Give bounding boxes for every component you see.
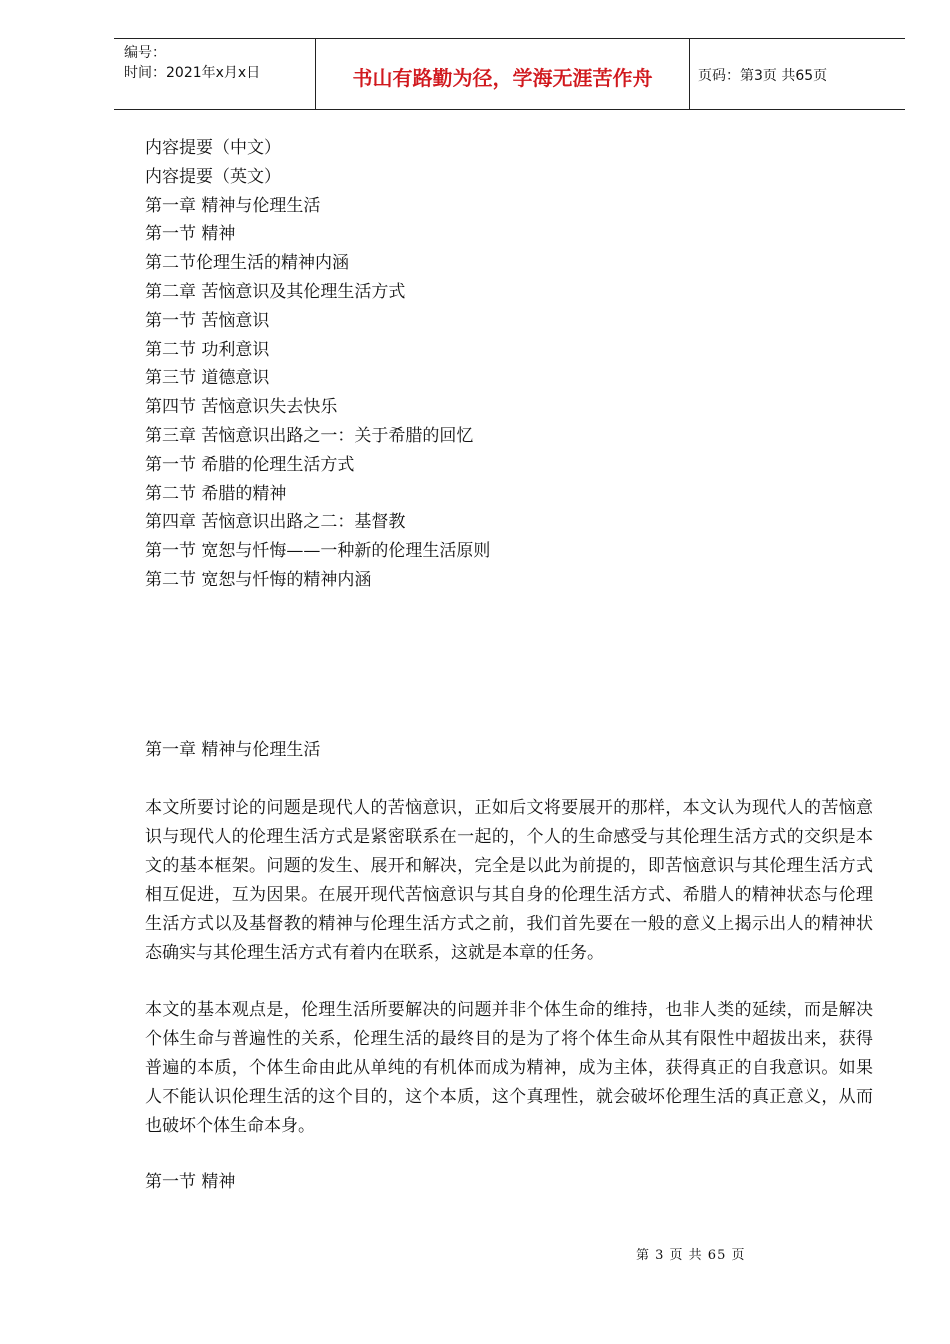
toc-item: 第三章 苦恼意识出路之一：关于希腊的回忆 xyxy=(145,425,474,446)
toc-item: 第二节伦理生活的精神内涵 xyxy=(145,253,349,274)
page-header xyxy=(114,38,905,110)
toc-item: 第二节 希腊的精神 xyxy=(145,483,287,504)
page-footer: 第 3 页 共 65 页 xyxy=(636,1248,746,1263)
toc-item: 第二节 功利意识 xyxy=(145,339,270,360)
toc-item: 第一节 希腊的伦理生活方式 xyxy=(145,454,355,475)
toc-item: 第二章 苦恼意识及其伦理生活方式 xyxy=(145,281,406,302)
motto-text: 书山有路勤为径，学海无涯苦作舟 xyxy=(352,65,653,90)
date-label: 时间：2021年x月x日 xyxy=(124,65,261,81)
toc-item: 第一节 宽恕与忏悔——一种新的伦理生活原则 xyxy=(145,541,491,562)
body-paragraph: 本文的基本观点是，伦理生活所要解决的问题并非个体生命的维持，也非人类的延续，而是解决个体生命与普遍性的关系，伦理生活的最终目的是为了将个体生命从其有限性中超拔出来，获得普遍的本质，个体生命由此从单纯的有机体而成为精神，成为主体，获得真正的自我意识。如果人不能认识伦理生活的这个目的，这个本质，这个真理性，就会破坏伦理生活的真正意义，从而也破坏个体生命本身。 xyxy=(145,1000,873,1136)
toc-item: 第四章 苦恼意识出路之二：基督教 xyxy=(145,512,406,533)
table-of-contents xyxy=(145,134,490,595)
chapter-heading: 第一章 精神与伦理生活 xyxy=(145,740,321,760)
header-motto-cell xyxy=(316,39,690,109)
toc-item: 第四节 苦恼意识失去快乐 xyxy=(145,397,338,418)
number-label: 编号： xyxy=(124,45,166,61)
header-meta-cell xyxy=(114,39,316,109)
toc-item: 内容提要（中文） xyxy=(145,138,281,158)
toc-item: 第三节 道德意识 xyxy=(145,368,270,389)
toc-item: 第一节 苦恼意识 xyxy=(145,310,270,331)
toc-item: 第一节 精神 xyxy=(145,224,236,245)
page-info: 页码：第3页 共65页 xyxy=(698,68,828,84)
toc-item: 内容提要（英文） xyxy=(145,166,281,187)
body-paragraph: 本文所要讨论的问题是现代人的苦恼意识，正如后文将要展开的那样，本文认为现代人的苦恼意识与现代人的伦理生活方式是紧密联系在一起的，个人的生命感受与其伦理生活方式的交织是本文的基本框架。问题的发生、展开和解决，完全是以此为前提的，即苦恼意识与其伦理生活方式相互促进，互为因果。在展开现代苦恼意识与其自身的伦理生活方式、希腊人的精神状态与伦理生活方式以及基督教的精神与伦理生活方式之前，我们首先要在一般的意义上揭示出人的精神状态确实与其伦理生活方式有着内在联系，这就是本章的任务。 xyxy=(145,798,873,963)
toc-item: 第一章 精神与伦理生活 xyxy=(145,195,321,216)
toc-item: 第二节 宽恕与忏悔的精神内涵 xyxy=(145,569,372,590)
section-heading: 第一节 精神 xyxy=(145,1172,236,1192)
header-page-cell xyxy=(690,39,905,109)
